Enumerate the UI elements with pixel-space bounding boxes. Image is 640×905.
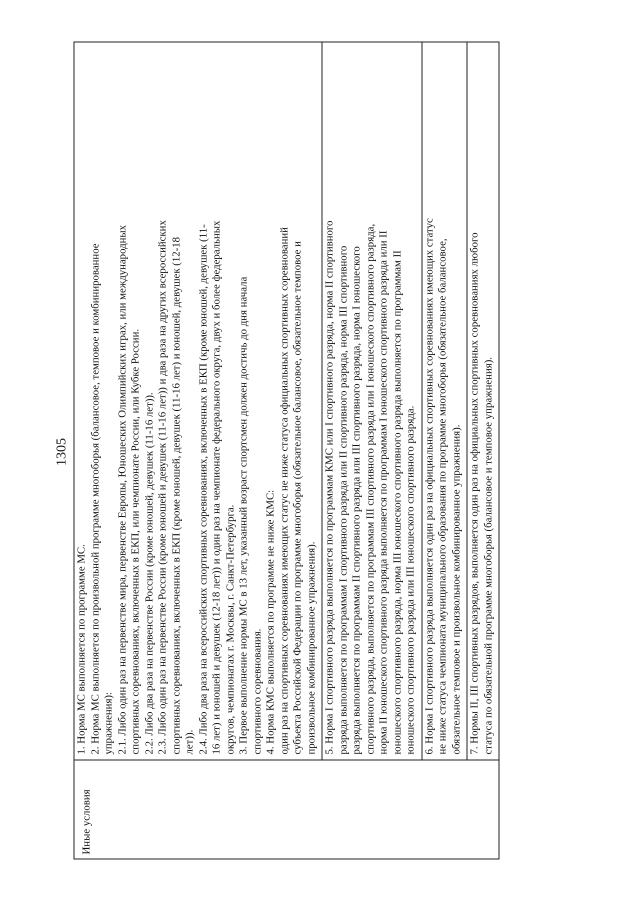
text-line: 2. Норма МС выполняется по произвольной программе многоборья (балансовое, темповое и комбинированное bbox=[88, 243, 101, 755]
section-block bbox=[421, 43, 467, 760]
section-block bbox=[466, 43, 498, 760]
text-line: разряда выполняется по программам I спортивного разряда или II спортивного разряда, норма III спортивного bbox=[336, 245, 349, 755]
text-line: 2.4. Либо два раза на всероссийских спортивных соревнованиях, включенных в ЕКП (кроме юношей, девушек (11- bbox=[196, 224, 209, 755]
section-block bbox=[321, 43, 421, 760]
text-line: 2.2. Либо два раза на первенстве России (кроме юношей, девушек (11-16 лет)). bbox=[142, 392, 155, 755]
text-line: спортивного соревнования. bbox=[250, 628, 263, 755]
text-line: 1. Норма МС выполняется по программе МС. bbox=[75, 544, 87, 755]
text-line: юношеского спортивного разряда или III юношеского спортивного разряда. bbox=[404, 405, 416, 755]
text-line: 16 лет) и юношей и девушек (12-18 лет)) и один раз на чемпионате федерального округа, двух и более федеральных bbox=[210, 220, 222, 755]
text-line: разряда выполняется по программам II спортивного разряда или III спортивного разряда, норма I юношеского bbox=[350, 246, 362, 755]
rotated-content bbox=[51, 45, 589, 860]
section-block bbox=[74, 43, 321, 760]
text-line: 4. Норма КМС выполняется по программе не ниже КМС: bbox=[264, 489, 276, 755]
text-line: норма II юношеского спортивного разряда выполняется по программам I юношеского спортивного разряда или II bbox=[377, 230, 389, 755]
text-line: юношеского спортивного разряда, норма III юношеского спортивного разряда выполняется по программам II bbox=[390, 250, 403, 755]
text-line: не ниже статуса чемпионата муниципального образования по программе многоборья (обязательное балансовое, bbox=[436, 238, 448, 755]
text-line: один раз на спортивных соревнованиях имеющих статус не ниже статуса официальных спортивных соревнований bbox=[277, 227, 290, 755]
text-line: 2.3. Либо один раз на первенстве России (кроме юношей и девушек (11-16 лет)) и два раза на других всероссийских bbox=[156, 220, 168, 755]
text-line: спортивного разряда, выполняется по программам III спортивного разряда или I юношеского спортивного разряда, bbox=[363, 223, 376, 755]
text-line: 7. Нормы II, III спортивных разрядов, выполняется один раз на официальных спортивных соревнованиях любого bbox=[468, 232, 480, 755]
text-line: спортивных соревнованиях, включенных в ЕКП, или чемпионате России, или Кубке России. bbox=[129, 328, 141, 755]
text-line: лет)). bbox=[183, 729, 195, 755]
text-line: 6. Норма I спортивного разряда выполняется один раз на официальных спортивных соревнованиях имеющих статус bbox=[422, 218, 435, 755]
page-number: 1305 bbox=[54, 438, 69, 466]
row-label: Иные условия bbox=[80, 789, 92, 855]
text-line: 5. Норма I спортивного разряда выполняется по программам КМС или I спортивного разряда, норма II спортивного bbox=[323, 220, 335, 755]
table-row bbox=[74, 42, 499, 859]
text-line: 2.1. Либо один раз на первенстве мира, первенстве Европы, Юношеских Олимпийских играх, или международных bbox=[115, 224, 128, 755]
label-cell bbox=[74, 760, 499, 859]
text-line: 3. Первое выполнение нормы МС в 13 лет, указанный возраст спортсмен должен достичь до дня начала bbox=[237, 276, 249, 755]
text-line: обязательное темповое и произвольное комбинированное упражнения). bbox=[449, 424, 462, 755]
text-cell bbox=[74, 42, 499, 760]
text-line: статуса по обязательной программе многоборья (балансовое и темповое упражнения). bbox=[481, 357, 494, 755]
text-line: упражнения): bbox=[102, 691, 114, 755]
text-line: произвольное комбинированное упражнения). bbox=[304, 541, 317, 755]
text-line: спортивных соревнованиях, включенных в ЕКП (кроме юношей, девушек (11-16 лет) и юношей, девушек (12-18 bbox=[169, 236, 182, 755]
text-line: округов, чемпионатах г. Москвы, г. Санкт-Петербурга. bbox=[223, 504, 236, 755]
text-line: субъекта Российской Федерации по программе многоборья (обязательное балансовое, обязательное темповое и bbox=[291, 241, 303, 755]
conditions-table bbox=[73, 42, 499, 860]
